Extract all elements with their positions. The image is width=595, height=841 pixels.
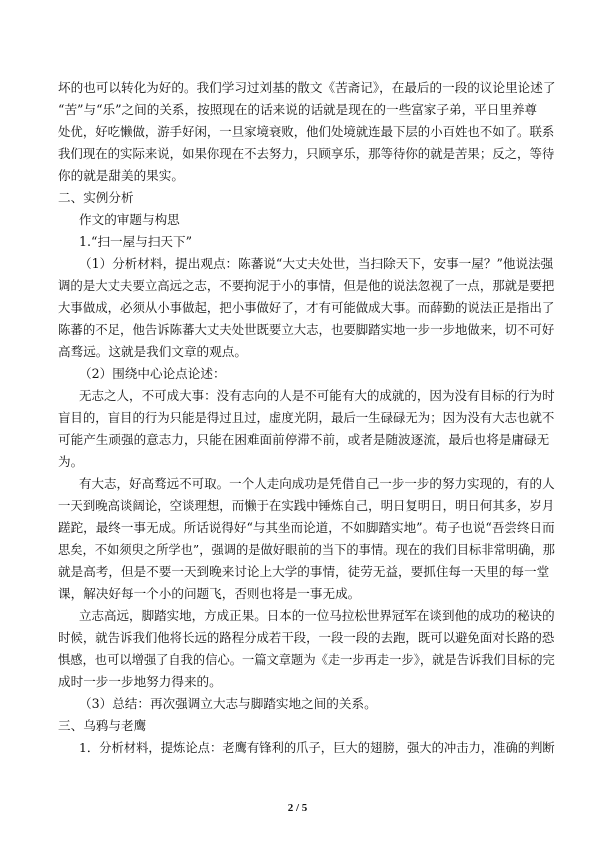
paragraph-line: “苦”与“乐”之间的关系，按照现在的话来说的话就是现在的一些富家子弟，平日里养尊 [58,102,538,117]
item-heading: 1.“扫一屋与扫天下” [79,234,193,249]
item-heading: （2）围绕中心论点论述： [79,366,226,381]
subsection-heading: 作文的审题与构思 [79,212,180,227]
paragraph-line: 陈蕃的不足，他告诉陈蕃大丈夫处世既要立大志，也要脚踏实地一步一步地做来，切不可好 [58,322,555,337]
paragraph-line: 为。 [58,454,84,469]
paragraph-line: 一天到晚高谈阔论，空谈理想，而懒于在实践中锤炼自己，明日复明日，明日何其多，岁月 [58,498,555,513]
paragraph-line: 立志高远，脚踏实地，方成正果。日本的一位马拉松世界冠军在谈到他的成功的秘诀的 [79,608,555,623]
paragraph-line: 课，解决好每一个小的问题飞，否则也将是一事无成。 [58,586,361,601]
paragraph-line: 你的就是甜美的果实。 [58,168,184,183]
paragraph-line: 坏的也可以转化为好的。我们学习过刘基的散文《苦斋记》，在最后的一段的议论里论述了 [58,80,556,95]
paragraph-line: 调的是大丈夫要立高远之志，不要拘泥于小的事情，但是他的说法忽视了一点，那就是要把 [58,278,555,293]
paragraph-line: 大事做成，必须从小事做起，把小事做好了，才有可能做成大事。而薛勤的说法正是指出了 [58,300,555,315]
section-heading: 二、实例分析 [58,190,134,205]
paragraph-line: 盲目的，盲目的行为只能是得过且过，虚度光阴，最后一生碌碌无为；因为没有大志也就不 [58,410,555,425]
page-number: 2 / 5 [287,802,308,814]
paragraph-line: 蹉跎，最终一事无成。所话说得好“与其坐而论道，不如脚踏实地”。荀子也说“吾尝终日而 [58,520,555,535]
paragraph-line: 1．分析材料，提炼论点：老鹰有锋利的爪子，巨大的翅膀，强大的冲击力，准确的判断 [79,741,555,755]
paragraph-line: 可能产生顽强的意志力，只能在困难面前停滞不前，或者是随波逐流，最后也将是庸碌无 [58,432,550,447]
paragraph-line: 我们现在的实际来说，如果你现在不去努力，只顾享乐，那等待你的就是苦果；反之，等待 [58,146,555,161]
paragraph-line: 无志之人，不可成大事：没有志向的人是不可能有大的成就的，因为没有目标的行为时 [79,388,555,403]
paragraph-line: 惧感，也可以增强了自我的信心。一篇文章题为《走一步再走一步》，就是告诉我们目标的完 [58,653,555,667]
paragraph-line: 思矣，不如须臾之所学也”，强调的是做好眼前的当下的事情。现在的我们目标非常明确，那 [58,543,555,557]
section-heading: 三、乌鸦与老鹰 [58,718,147,733]
paragraph-line: 时候，就告诉我们他将长远的路程分成若干段，一段一段的去跑，既可以避免面对长路的恐 [58,630,555,645]
item-heading: （3）总结：再次强调立大志与脚踏实地之间的关系。 [79,696,377,711]
paragraph-line: 处优，好吃懒做，游手好闲，一旦家境衰败，他们处境就连最下层的小百姓也不如了。联系 [58,124,555,139]
paragraph-line: （1）分析材料，提出观点：陈蕃说“大丈夫处世，当扫除天下，安事一屋？”他说法强 [79,256,554,271]
paragraph-line: 有大志，好高骛远不可取。一个人走向成功是凭借自己一步一步的努力实现的，有的人 [79,476,555,491]
paragraph-line: 成时一步一步地努力得来的。 [58,674,222,689]
paragraph-line: 高骛远。这就是我们文章的观点。 [58,344,247,359]
paragraph-line: 就是高考，但是不要一天到晚来讨论上大学的事情，徒劳无益，要抓住每一天里的每一堂 [58,564,550,579]
